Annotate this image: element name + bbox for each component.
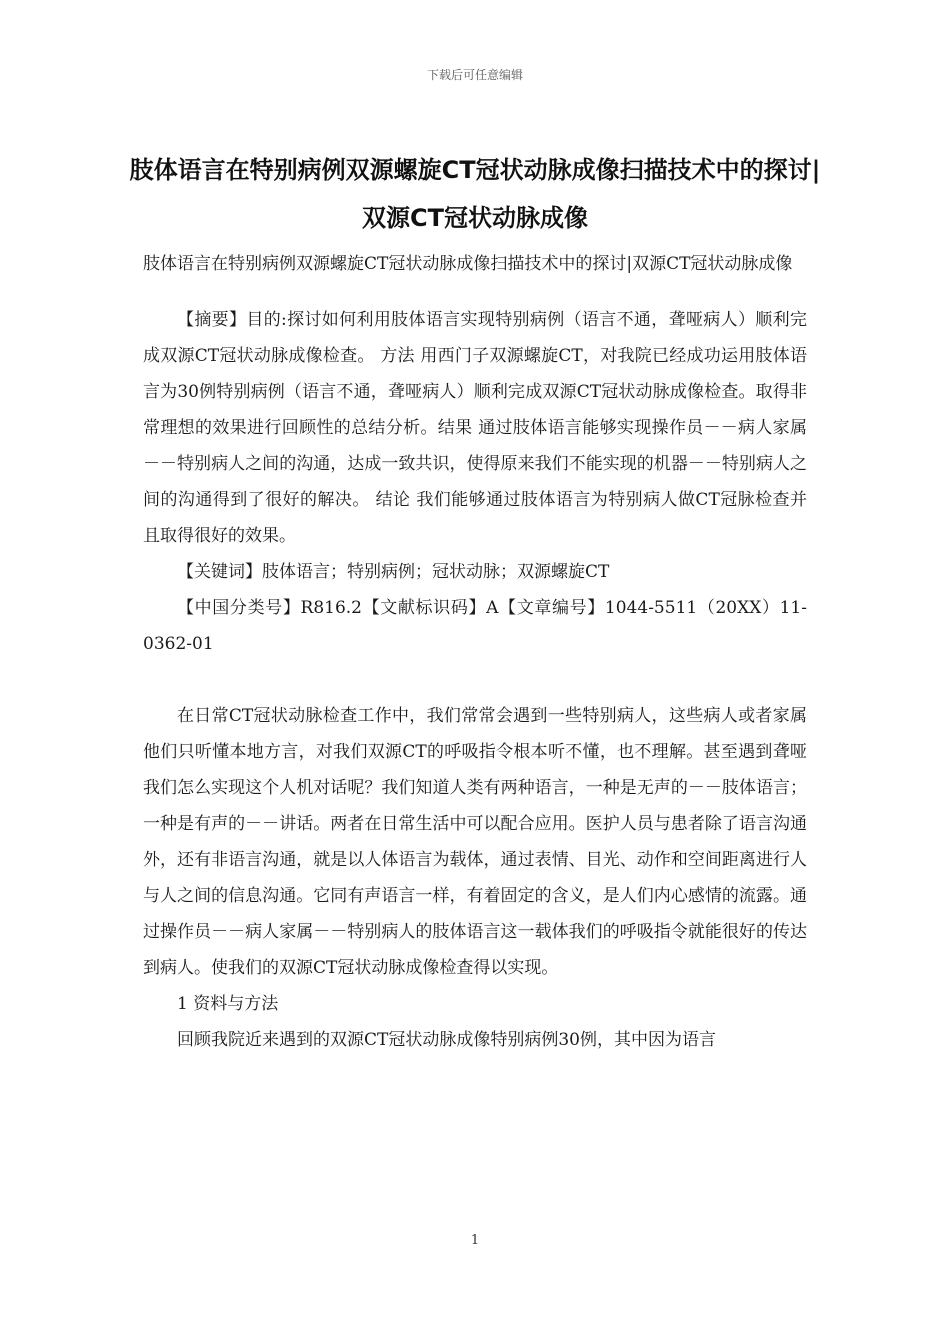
section-paragraph: 回顾我院近来遇到的双源CT冠状动脉成像特别病例30例，其中因为语言 <box>177 1030 716 1050</box>
subtitle-line: 肢体语言在特别病例双源螺旋CT冠状动脉成像扫描技术中的探讨|双源CT冠状动脉成像 <box>143 254 793 274</box>
header-note: 下载后可任意编辑 <box>426 68 523 82</box>
section-heading: 1 资料与方法 <box>177 994 279 1014</box>
spacer <box>143 662 807 698</box>
spacer <box>143 282 807 302</box>
document-body <box>143 246 807 1058</box>
classification-line: 【中国分类号】R816.2【文献标识码】A【文章编号】1044-5511（20XX）11-0362-01 <box>143 598 807 654</box>
keywords-line: 【关键词】肢体语言；特别病例；冠状动脉；双源螺旋CT <box>177 562 610 582</box>
page-number: 1 <box>470 1233 480 1248</box>
abstract-paragraph: 【摘要】目的:探讨如何利用肢体语言实现特别病例（语言不通，聋哑病人）顺利完成双源CT冠状动脉成像检查。 方法 用西门子双源螺旋CT，对我院已经成功运用肢体语言为30例特别病例（语言不通，聋哑病人）顺利完成双源CT冠状动脉成像检查。取得非常理想的效果进行回顾性的总结分析。结果 通过肢体语言能够实现操作员－－病人家属－－特别病人之间的沟通，达成一致共识，使得原来我们不能实现的机器－－特别病人之间的沟通得到了很好的解决。 结论 我们能够通过肢体语言为特别病人做CT冠脉检查并且取得很好的效果。 <box>143 310 807 546</box>
intro-paragraph: 在日常CT冠状动脉检查工作中，我们常常会遇到一些特别病人，这些病人或者家属他们只听懂本地方言，对我们双源CT的呼吸指令根本听不懂，也不理解。甚至遇到聋哑我们怎么实现这个人机对话呢？我们知道人类有两种语言，一种是无声的－－肢体语言；一种是有声的－－讲话。两者在日常生活中可以配合应用。医护人员与患者除了语言沟通外，还有非语言沟通，就是以人体语言为载体，通过表情、目光、动作和空间距离进行人与人之间的信息沟通。它同有声语言一样，有着固定的含义，是人们内心感情的流露。通过操作员－－病人家属－－特别病人的肢体语言这一载体我们的呼吸指令就能很好的传达到病人。使我们的双源CT冠状动脉成像检查得以实现。 <box>143 706 807 978</box>
document-title: 肢体语言在特别病例双源螺旋CT冠状动脉成像扫描技术中的探讨|双源CT冠状动脉成像 <box>129 156 821 232</box>
